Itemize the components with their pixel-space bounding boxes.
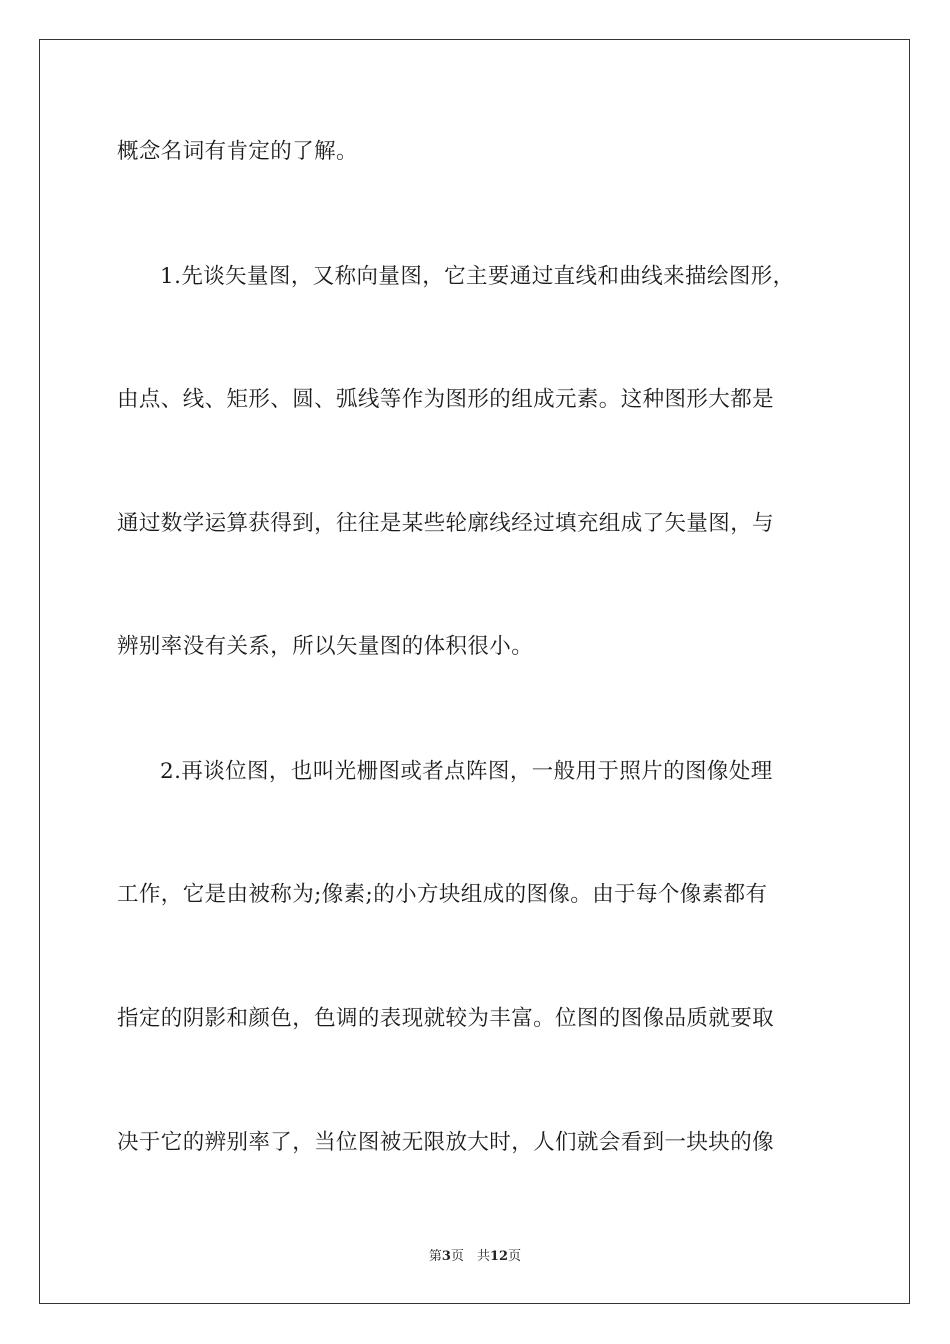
text-line: 1.先谈矢量图，又称向量图，它主要通过直线和曲线来描绘图形， (160, 264, 795, 289)
text-line: 由点、线、矩形、圆、弧线等作为图形的组成元素。这种图形大都是 (117, 387, 775, 412)
page-footer (0, 1248, 950, 1266)
page-border (39, 39, 910, 1304)
text-line: 工作，它是由被称为;像素;的小方块组成的图像。由于每个像素都有 (117, 882, 768, 907)
page-suffix: 页 (508, 1249, 522, 1264)
text-line: 辨别率没有关系，所以矢量图的体积很小。 (117, 634, 534, 659)
text-line: 决于它的辨别率了，当位图被无限放大时，人们就会看到一块块的像 (117, 1130, 775, 1155)
page-total: 12 (489, 1249, 509, 1264)
text-line: 指定的阴影和颜色，色调的表现就较为丰富。位图的图像品质就要取 (117, 1006, 775, 1031)
text-line: 2.再谈位图，也叫光栅图或者点阵图，一般用于照片的图像处理 (160, 759, 773, 784)
page-prefix: 第 (428, 1249, 442, 1264)
page-current: 3 (441, 1249, 451, 1264)
page-mid: 页 共 (450, 1249, 490, 1264)
text-line: 通过数学运算获得到，往往是某些轮廓线经过填充组成了矢量图，与 (117, 511, 775, 536)
text-line: 概念名词有肯定的了解。 (117, 139, 358, 164)
